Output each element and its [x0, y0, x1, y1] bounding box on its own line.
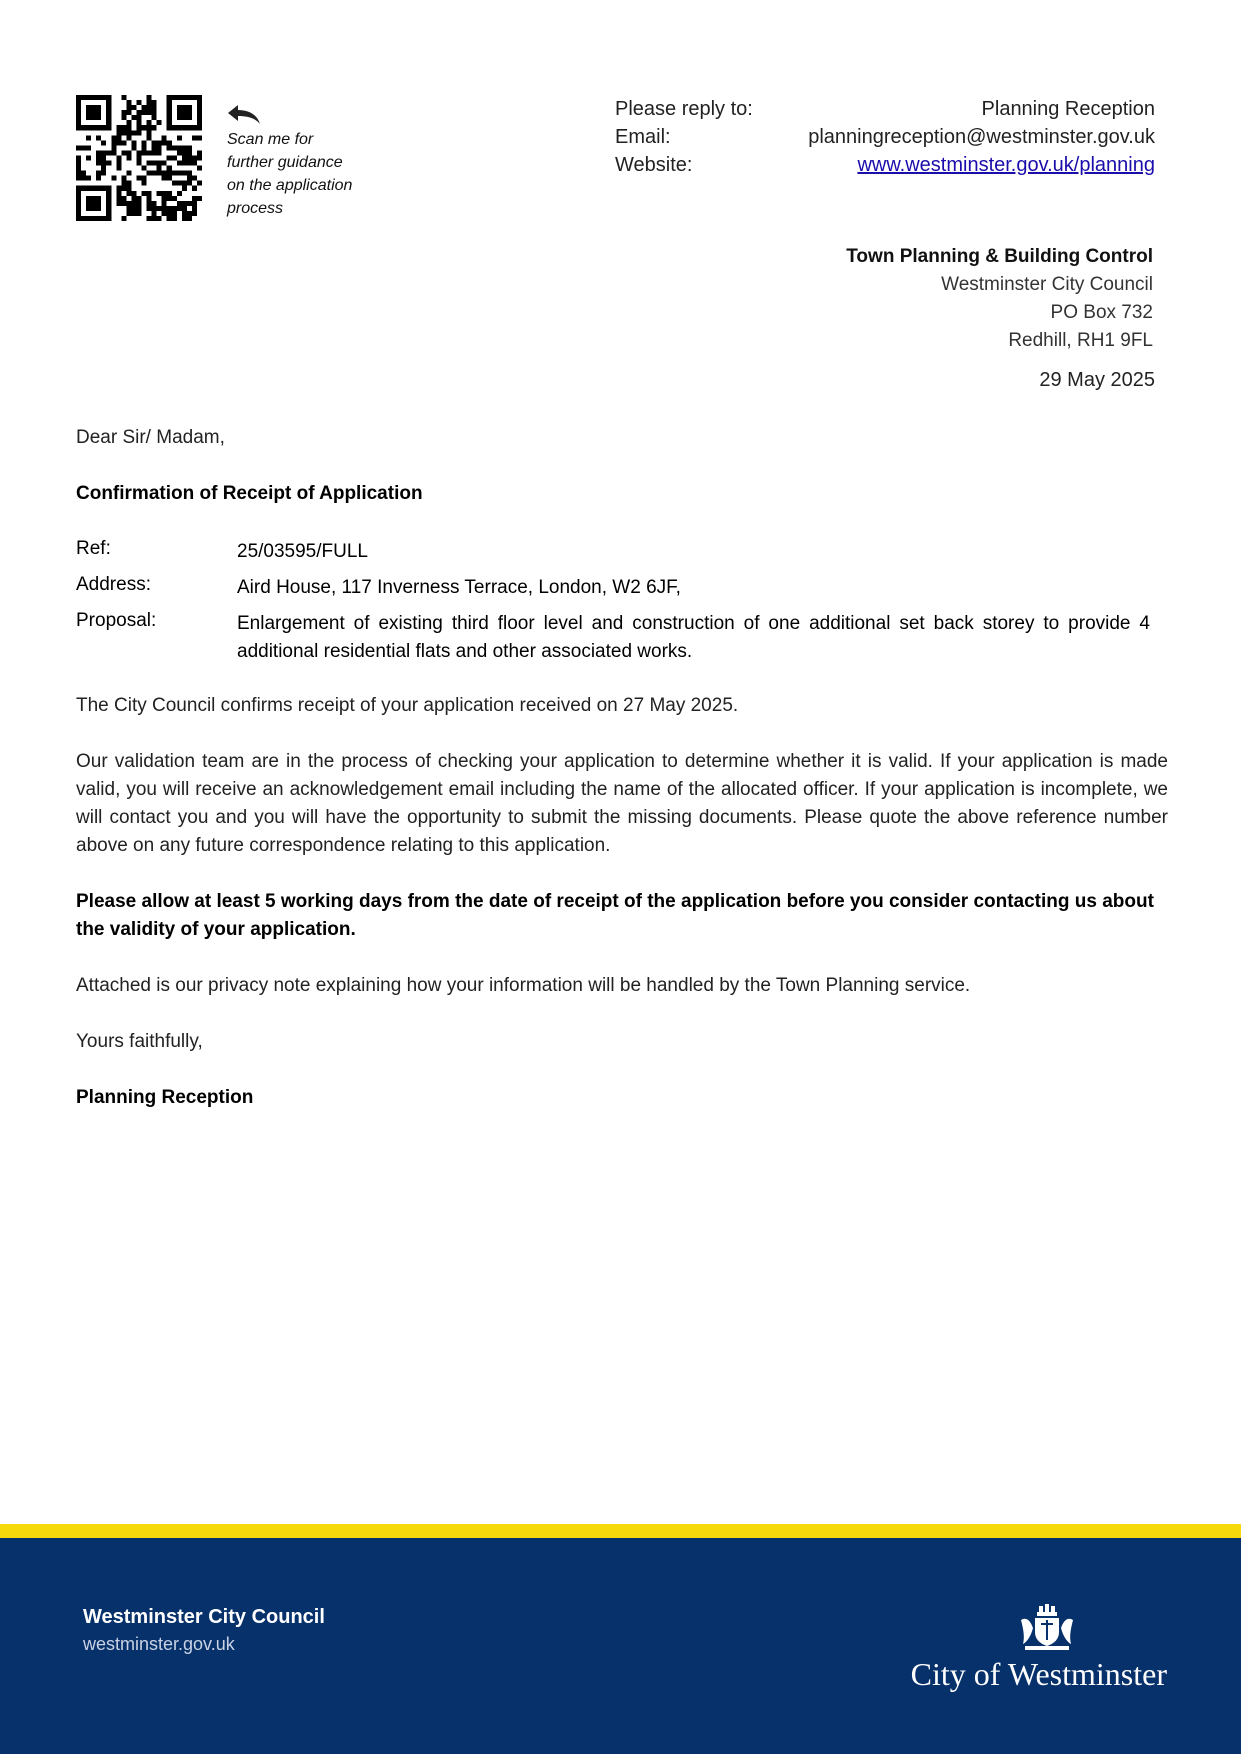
reply-to-row [615, 98, 1155, 126]
proposal-row [76, 610, 1150, 666]
address-line: Westminster City Council [941, 274, 1153, 295]
reply-to-label: Please reply to: [615, 98, 753, 120]
address-line: Redhill, RH1 9FL [1008, 330, 1153, 351]
qr-caption-line: Scan me for [227, 131, 314, 148]
qr-code-icon[interactable] [76, 95, 202, 221]
ref-row [76, 538, 1150, 566]
receipt-paragraph: The City Council confirms receipt of your application received on 27 May 2025. [76, 695, 739, 716]
footer [0, 1538, 1241, 1754]
footer-council-name: Westminster City Council [83, 1606, 325, 1628]
privacy-paragraph: Attached is our privacy note explaining how your information will be handled by the Town Planning service. [76, 975, 971, 996]
proposal-value: Enlargement of existing third floor level and construction of one additional set back storey to provide 4 additional residential flats and other associated works. [237, 613, 1150, 662]
email-label: Email: [615, 126, 671, 148]
department-address [846, 243, 1153, 355]
footer-website[interactable]: westminster.gov.uk [83, 1634, 235, 1654]
letter-date: 29 May 2025 [1039, 369, 1155, 391]
address-label: Address: [76, 574, 151, 595]
website-link[interactable]: www.westminster.gov.uk/planning [857, 154, 1155, 176]
salutation: Dear Sir/ Madam, [76, 427, 225, 448]
qr-caption-line: further guidance [227, 154, 343, 171]
qr-caption [227, 128, 377, 220]
email-row [615, 126, 1155, 154]
address-row [76, 574, 1150, 602]
qr-caption-line: process [227, 200, 284, 217]
proposal-label: Proposal: [76, 610, 157, 631]
reply-to-value: Planning Reception [981, 98, 1155, 120]
application-details [76, 538, 1150, 674]
reply-info [615, 98, 1155, 182]
footer-stripe [0, 1524, 1241, 1538]
notice-paragraph: Please allow at least 5 working days from the date of receipt of the application before you consider contacting us about the validity of your application. [76, 891, 1154, 940]
website-label: Website: [615, 154, 693, 176]
ref-label: Ref: [76, 538, 111, 559]
validation-paragraph: Our validation team are in the process of checking your application to determine whether it is valid. If your application is made valid, you will receive an acknowledgement email including the name of the allocated officer. If your application is incomplete, we will contact you and you will have the opportunity to submit the missing documents. Please quote the above reference number above on any future correspondence relating to this application. [76, 751, 1168, 856]
address-line: PO Box 732 [1050, 302, 1153, 323]
department-title: Town Planning & Building Control [846, 246, 1153, 267]
reply-arrow-icon [226, 104, 262, 126]
signature: Planning Reception [76, 1087, 254, 1108]
email-value[interactable]: planningreception@westminster.gov.uk [808, 126, 1155, 148]
website-row [615, 154, 1155, 182]
ref-value: 25/03595/FULL [237, 541, 368, 562]
qr-caption-line: on the application [227, 177, 353, 194]
address-value: Aird House, 117 Inverness Terrace, London, W2 6JF, [237, 577, 681, 598]
subject-heading: Confirmation of Receipt of Application [76, 483, 423, 504]
crest-icon [1017, 1604, 1077, 1652]
footer-brand: City of Westminster [910, 1656, 1167, 1692]
closing: Yours faithfully, [76, 1031, 203, 1052]
